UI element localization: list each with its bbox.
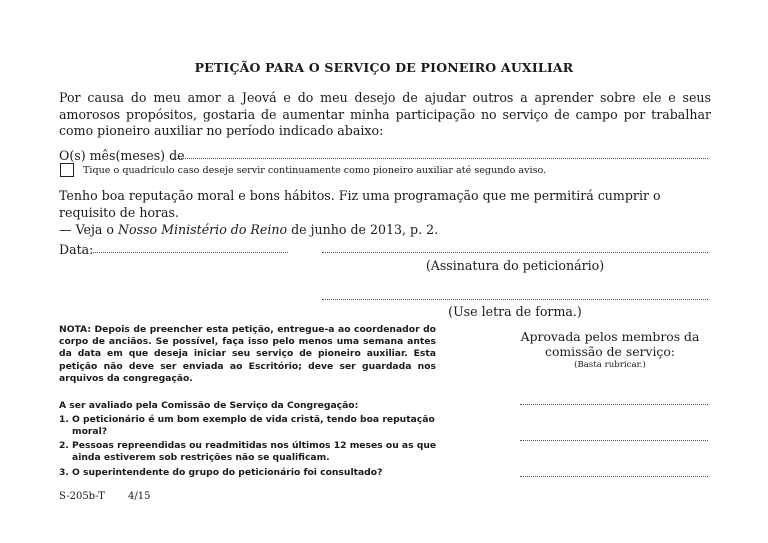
- question-text: O peticionário é um bom exemplo de vida cristã, tendo boa reputação moral?: [72, 414, 435, 437]
- answer-line-3[interactable]: [520, 476, 708, 477]
- reference-suffix: de junho de 2013, p. 2.: [287, 222, 439, 237]
- evaluation-heading: A ser avaliado pela Comissão de Serviço da Congregação:: [59, 400, 359, 411]
- signature-caption: (Assinatura do peticionário): [425, 258, 605, 273]
- approved-by-label: Aprovada pelos membros da comissão de serviço:: [520, 329, 700, 359]
- form-code: S-205b-T: [59, 491, 105, 502]
- month-label: O(s) mês(meses) de: [59, 148, 185, 163]
- reputation-block: [59, 187, 714, 238]
- reference-publication: Nosso Ministério do Reino: [118, 222, 288, 237]
- form-date: 4/15: [127, 491, 151, 502]
- question-number: 3.: [59, 467, 69, 478]
- approved-note: (Basta rubricar.): [574, 360, 646, 370]
- reference-line: [59, 221, 714, 238]
- question-text: O superintendente do grupo do peticionário foi consultado?: [72, 467, 383, 478]
- continuous-checkbox[interactable]: [60, 163, 74, 177]
- intro-paragraph: Por causa do meu amor a Jeová e do meu desejo de ajudar outros a aprender sobre ele e seus amorosos propósitos, gostaria de aumentar minha participação no serviço de campo por trabalhar como pioneiro auxiliar no período indicado abaixo:: [59, 90, 711, 138]
- answer-line-1[interactable]: [520, 404, 708, 405]
- signature-field[interactable]: [322, 252, 708, 253]
- question-item: [59, 467, 439, 479]
- date-field[interactable]: [93, 252, 288, 253]
- reference-prefix: — Veja o: [59, 222, 118, 237]
- form-title: PETIÇÃO PARA O SERVIÇO DE PIONEIRO AUXILIAR: [194, 60, 574, 75]
- question-number: 2.: [59, 440, 69, 451]
- question-item: [59, 414, 439, 438]
- note-paragraph: NOTA: Depois de preencher esta petição, entregue-a ao coordenador do corpo de anciãos. Se possível, faça isso pelo menos uma semana antes da data em que deseja iniciar seu serviço de pioneiro auxiliar. Esta petição não deve ser enviada ao Escritório; deve ser guardada nos arquivos da congregação.: [59, 324, 436, 384]
- continuous-checkbox-label: Tique o quadrículo caso deseje servir continuamente como pioneiro auxiliar até segundo aviso.: [83, 165, 547, 176]
- printed-name-field[interactable]: [322, 299, 708, 300]
- form-footer: [59, 491, 170, 502]
- answer-line-2[interactable]: [520, 440, 708, 441]
- date-label: Data:: [59, 242, 94, 257]
- question-text: Pessoas repreendidas ou readmitidas nos últimos 12 meses ou as que ainda estiverem sob restrições não se qualificam.: [72, 440, 437, 463]
- question-item: [59, 440, 439, 464]
- question-number: 1.: [59, 414, 69, 425]
- printed-name-caption: (Use letra de forma.): [448, 304, 582, 319]
- reputation-text: Tenho boa reputação moral e bons hábitos. Fiz uma programação que me permitirá cumprir o requisito de horas.: [59, 188, 661, 220]
- month-field[interactable]: [173, 158, 708, 159]
